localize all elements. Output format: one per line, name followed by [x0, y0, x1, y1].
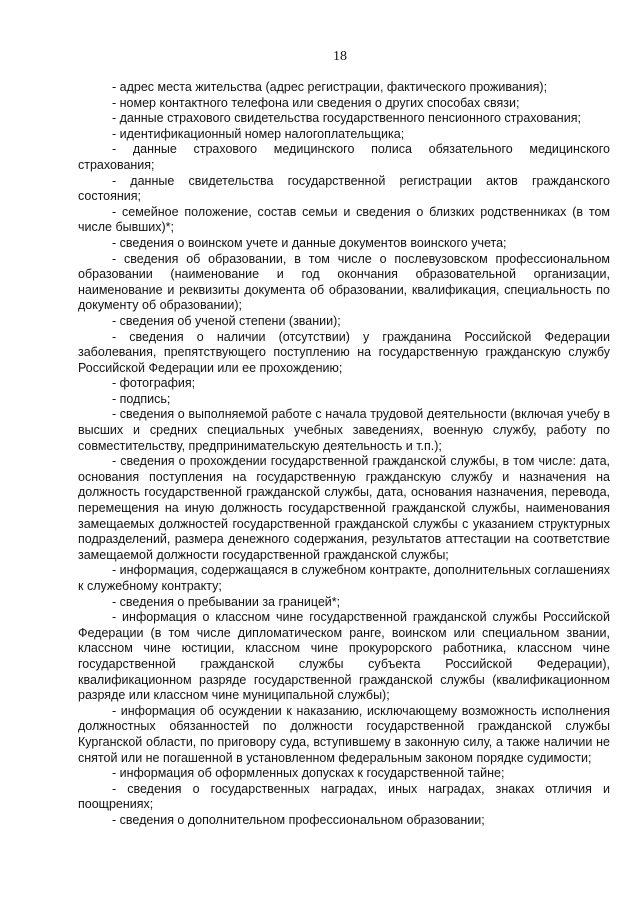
list-item: - подпись;: [112, 391, 171, 406]
list-item: - сведения о дополнительном профессиональном образовании;: [112, 812, 485, 827]
personal-data-list: [78, 80, 610, 829]
list-item: - данные страхового медицинского полиса обязательного медицинского страхования;: [78, 142, 610, 172]
list-item: - сведения о наличии (отсутствии) у гражданина Российской Федерации заболевания, препятствующего поступлению на государственную гражданскую службу Российской Федерации или ее прохождению;: [78, 329, 610, 375]
list-item: - сведения об ученой степени (звании);: [112, 313, 341, 328]
list-item: - фотография;: [112, 376, 196, 391]
list-item: - семейное положение, состав семьи и сведения о близких родственниках (в том числе бывших)*;: [78, 204, 610, 235]
page-number: 18: [333, 49, 347, 64]
list-item: - данные страхового свидетельства государственного пенсионного страхования;: [112, 111, 581, 126]
list-item: - сведения о пребывании за границей*;: [112, 594, 341, 609]
list-item: - сведения об образовании, в том числе о послевузовском профессиональном образовании (наименование и год окончания образовательной организации, наименование и реквизиты документа об образовании, квалификация, специальность по документу об образовании);: [78, 251, 610, 313]
list-item: - сведения о прохождении государственной гражданской службы, в том числе: дата, основания поступления на государственную гражданскую службу и назначения на должность государственной гражданской службы, дата, основания назначения, перевода, перемещения на иную должность государственной гражданской службы, наименования замещаемых должностей государственной гражданской службы с указанием структурных подразделений, размера денежного содержания, результатов аттестации на соответствие замещаемой должности государственной гражданской службы;: [78, 454, 610, 562]
list-item: - сведения о воинском учете и данные документов воинского учета;: [112, 235, 507, 250]
list-item: - адрес места жительства (адрес регистрации, фактического проживания);: [112, 80, 548, 94]
list-item: - сведения о государственных наградах, иных наградах, знаках отличия и поощрениях;: [78, 781, 610, 812]
list-item: - информация об осуждении к наказанию, исключающему возможность исполнения должностных обязанностей по должности государственной гражданской службы Курганской области, по приговору суда, вступившему в законную силу, а также наличии не снятой или не погашенной в установленном федеральным законом порядке судимости;: [78, 703, 610, 765]
list-item: - сведения о выполняемой работе с начала трудовой деятельности (включая учебу в высших и средних специальных учебных заведениях, военную службу, работу по совместительству, предпринимательскую деятельность и т.п.);: [78, 407, 610, 453]
list-item: - номер контактного телефона или сведения о других способах связи;: [112, 95, 520, 110]
list-item: - информация об оформленных допусках к государственной тайне;: [112, 766, 505, 781]
list-item: - информация, содержащаяся в служебном контракте, дополнительных соглашениях к служебному контракту;: [78, 563, 610, 593]
list-item: - идентификационный номер налогоплательщика;: [112, 126, 405, 141]
list-item: - информация о классном чине государственной гражданской службы Российской Федерации (в том числе дипломатическом ранге, воинском или специальном звании, классном чине юстиции, классном чине прокурорского работника, классном чине государственной гражданской службы субъекта Российской Федерации), квалификационном разряде государственной гражданской службы (квалификационном разряде или классном чине муниципальной службы);: [78, 610, 610, 703]
list-item: - данные свидетельства государственной регистрации актов гражданского состояния;: [78, 173, 610, 204]
